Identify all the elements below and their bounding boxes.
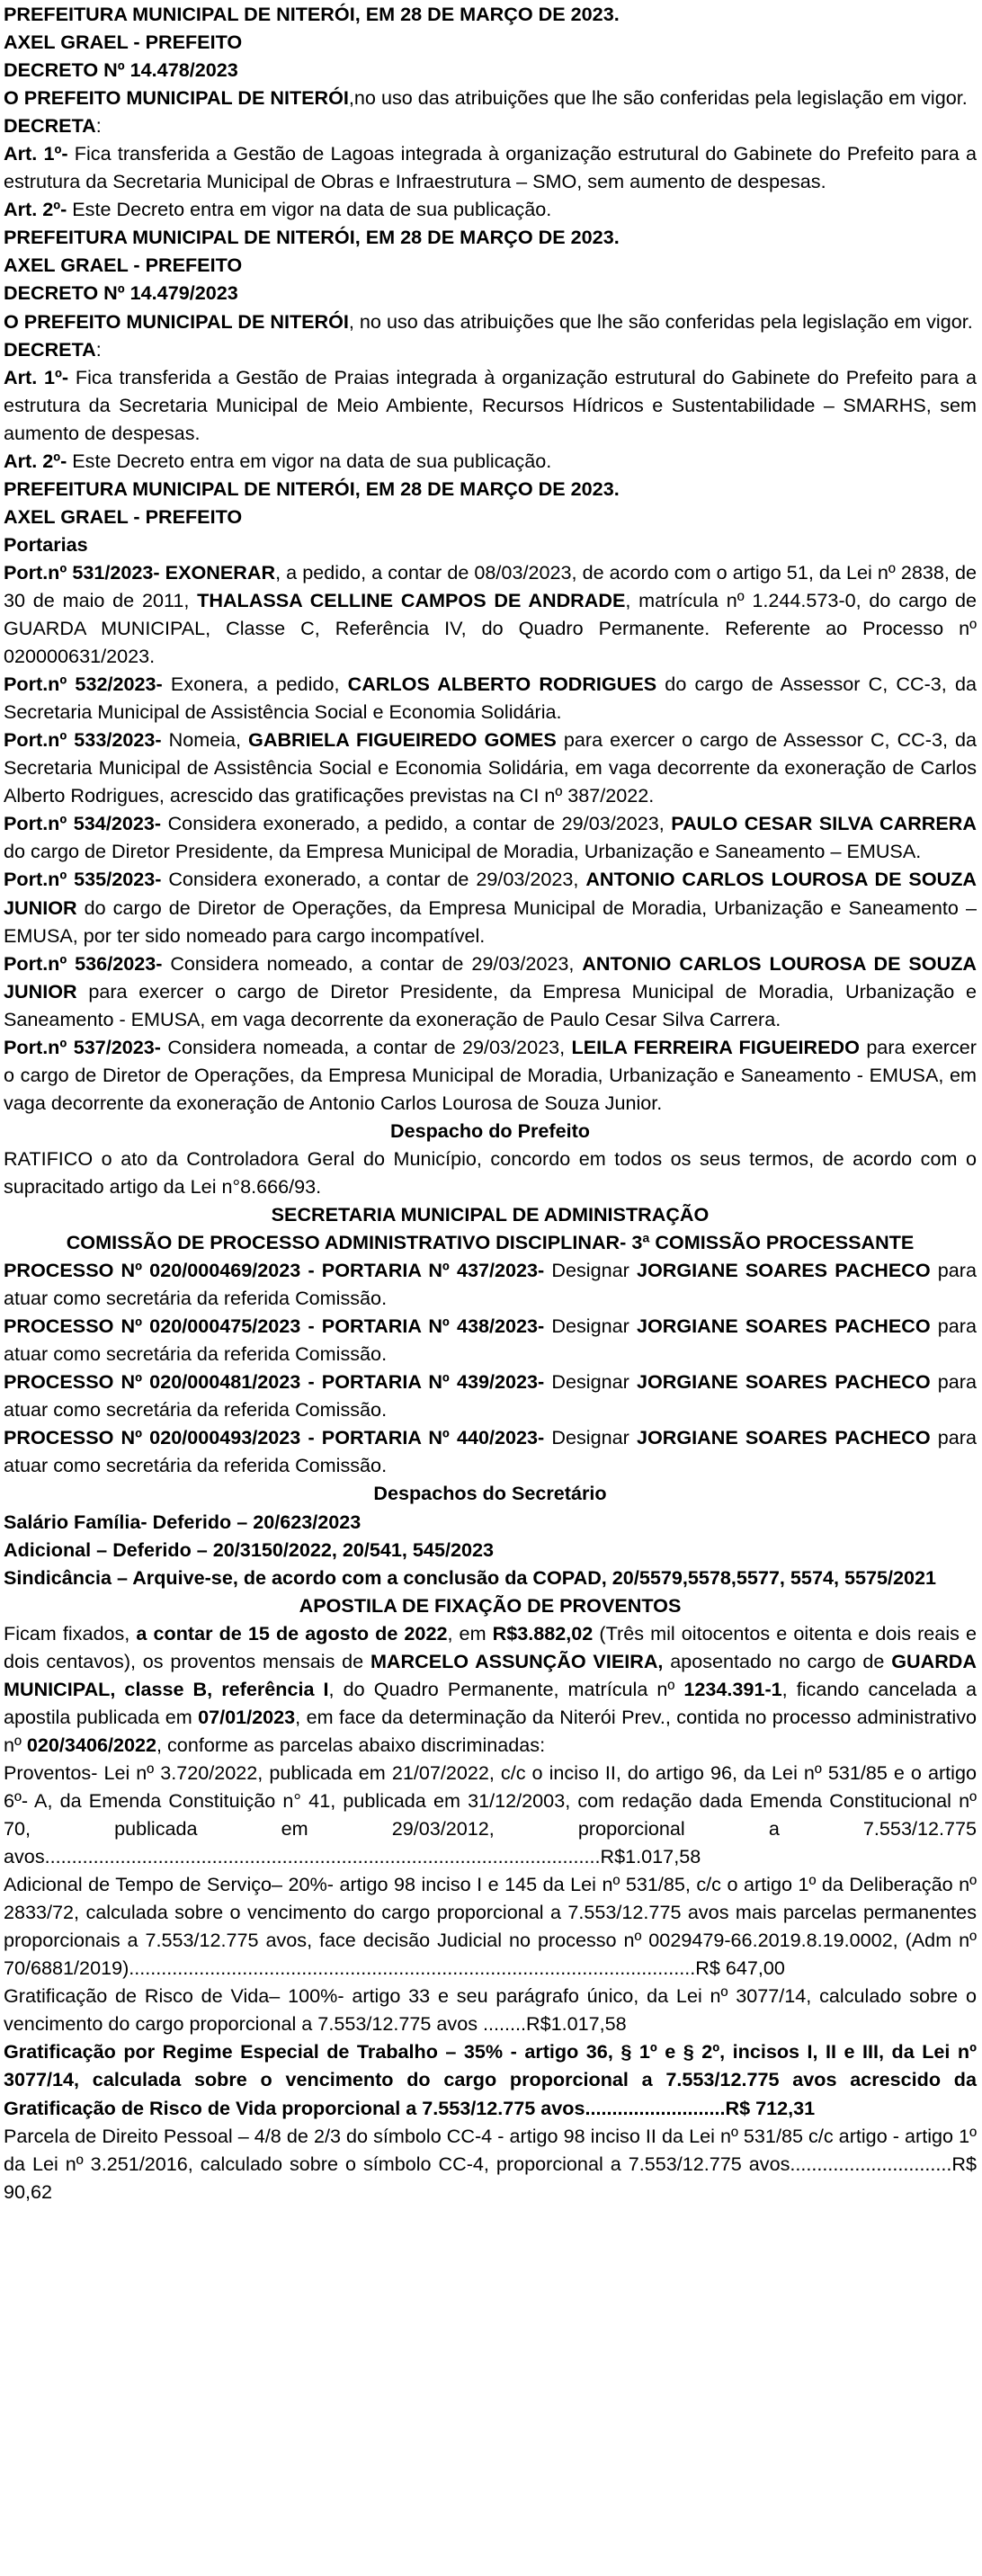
bold-run: JORGIANE SOARES PACHECO xyxy=(636,1426,931,1449)
paragraph-32 xyxy=(4,1479,977,1507)
text-run: , ficando cancelada a apostila publicada em xyxy=(4,1677,977,1728)
bold-run: Port.nº 533/2023- xyxy=(4,728,162,752)
bold-run: AXEL GRAEL - PREFEITO xyxy=(4,254,243,277)
paragraph-40 xyxy=(4,1982,977,2037)
bold-run: ANTONIO CARLOS LOUROSA DE SOUZA JUNIOR xyxy=(4,951,977,1003)
text-run: Designar xyxy=(544,1370,637,1394)
bold-run: PROCESSO Nº 020/000475/2023 - PORTARIA Nº 438/2023- xyxy=(4,1315,545,1338)
bold-run: JORGIANE SOARES PACHECO xyxy=(636,1370,931,1394)
bold-run: THALASSA CELLINE CAMPOS DE ANDRADE xyxy=(197,588,626,611)
text-run: para exercer o cargo de Diretor de Operações, da Empresa Municipal de Moradia, Urbanização e Saneamento - EMUSA, em vaga decorrente da exoneração de Antonio Carlos Lourosa de Souza Junior. xyxy=(4,1035,977,1114)
paragraph-2 xyxy=(4,56,977,84)
paragraph-26 xyxy=(4,1200,977,1228)
bold-run: R$3.882,02 xyxy=(492,1621,594,1645)
bold-run: 020/3406/2022 xyxy=(26,1733,157,1756)
bold-run: Despacho do Prefeito xyxy=(390,1119,590,1142)
bold-run: Art. 1º- xyxy=(4,142,68,165)
text-run: Gratificação de Risco de Vida– 100%- artigo 33 e seu parágrafo único, da Lei nº 3077/14, calculado sobre o vencimento do cargo proporcional a 7.553/12.775 avos ........R$1.017,58 xyxy=(4,1984,977,2036)
text-run: do cargo de Assessor C, CC-3, da Secretaria Municipal de Assistência Social e Economia Solidária. xyxy=(4,673,977,724)
paragraph-6 xyxy=(4,195,977,223)
bold-run: JORGIANE SOARES PACHECO xyxy=(636,1259,931,1282)
paragraph-9 xyxy=(4,279,977,307)
paragraph-37 xyxy=(4,1619,977,1759)
bold-run: PREFEITURA MUNICIPAL DE NITERÓI, EM 28 DE MARÇO DE 2023. xyxy=(4,3,620,25)
paragraph-41 xyxy=(4,2037,977,2121)
paragraph-25 xyxy=(4,1145,977,1200)
paragraph-38 xyxy=(4,1759,977,1870)
text-run: Fica transferida a Gestão de Praias integrada à organização estrutural do Gabinete do Prefeito para a estrutura da Secretaria Municipal de Meio Ambiente, Recursos Hídricos e Sustentabilidade – SMARHS, sem aumento de despesas. xyxy=(4,365,978,444)
paragraph-18 xyxy=(4,670,977,726)
paragraph-8 xyxy=(4,251,977,279)
paragraph-24 xyxy=(4,1117,977,1145)
paragraph-39 xyxy=(4,1870,977,1982)
text-run: Designar xyxy=(544,1426,637,1449)
paragraph-31 xyxy=(4,1423,977,1479)
paragraph-35 xyxy=(4,1564,977,1591)
paragraph-5 xyxy=(4,139,977,195)
paragraph-7 xyxy=(4,223,977,251)
text-run: Fica transferida a Gestão de Lagoas integrada à organização estrutural do Gabinete do Prefeito para a estrutura da Secretaria Municipal de Obras e Infraestrutura – SMO, sem aumento de despesas. xyxy=(4,142,978,193)
bold-run: LEILA FERREIRA FIGUEIREDO xyxy=(571,1035,860,1058)
text-run: , do Quadro Permanente, matrícula nº xyxy=(328,1677,684,1700)
text-run: no uso das atribuições que lhe são conferidas pela legislação em vigor. xyxy=(353,86,968,110)
text-run: do cargo de Diretor de Operações, da Empresa Municipal de Moradia, Urbanização e Saneamento – EMUSA, por ter sido nomeado para cargo incompatível. xyxy=(4,896,977,947)
bold-run: PREFEITURA MUNICIPAL DE NITERÓI, EM 28 DE MARÇO DE 2023. xyxy=(4,226,620,249)
bold-run: Adicional – Deferido – 20/3150/2022, 20/541, 545/2023 xyxy=(4,1538,494,1561)
paragraph-16 xyxy=(4,530,977,558)
text-run: , a pedido, a contar de 08/03/2023, de acordo com o artigo 51, da Lei nº 2838, de 30 de maio de 2011, xyxy=(4,560,977,611)
text-run: , conforme as parcelas abaixo discriminadas: xyxy=(156,1733,546,1756)
bold-run: Despachos do Secretário xyxy=(373,1482,607,1505)
paragraph-17 xyxy=(4,558,977,670)
bold-run: DECRETA xyxy=(4,114,96,138)
paragraph-29 xyxy=(4,1312,977,1368)
paragraph-21 xyxy=(4,865,977,949)
text-run: para atuar como secretária da referida Comissão. xyxy=(4,1315,977,1366)
paragraph-42 xyxy=(4,2122,977,2206)
bold-run: AXEL GRAEL - PREFEITO xyxy=(4,504,243,528)
text-run: para atuar como secretária da referida Comissão. xyxy=(4,1426,977,1477)
bold-run: JORGIANE SOARES PACHECO xyxy=(636,1315,931,1338)
text-run: Designar xyxy=(544,1315,637,1338)
paragraph-28 xyxy=(4,1256,977,1312)
paragraph-27 xyxy=(4,1228,977,1256)
bold-run: CARLOS ALBERTO RODRIGUES xyxy=(347,673,657,696)
bold-run: 07/01/2023 xyxy=(198,1705,296,1728)
bold-run: Portarias xyxy=(4,532,88,556)
paragraph-15 xyxy=(4,503,977,530)
bold-run: Art. 1º- xyxy=(4,365,69,388)
paragraph-4 xyxy=(4,111,977,139)
bold-run: DECRETA xyxy=(4,337,96,361)
bold-run: ANTONIO CARLOS LOUROSA DE SOUZA JUNIOR xyxy=(4,868,977,919)
text-run: Parcela de Direito Pessoal – 4/8 de 2/3 do símbolo CC-4 - artigo 98 inciso II da Lei nº 531/85 c/c artigo - artigo 1º da Lei nº 3.251/2016, calculado sobre o símbolo CC-4, proporcional a 7.553/12.775 avos..............................R$ 90,62 xyxy=(4,2124,977,2203)
text-run: Ficam fixados, xyxy=(4,1621,137,1645)
bold-run: Salário Família- Deferido – 20/623/2023 xyxy=(4,1510,362,1533)
bold-run: O PREFEITO MUNICIPAL DE NITERÓI xyxy=(4,86,349,110)
bold-run: Port.nº 537/2023- xyxy=(4,1035,161,1058)
text-run: para atuar como secretária da referida Comissão. xyxy=(4,1370,977,1422)
bold-run: Art. 2º- xyxy=(4,449,67,472)
bold-run: DECRETO Nº 14.478/2023 xyxy=(4,58,238,82)
bold-run: Gratificação por Regime Especial de Trabalho – 35% - artigo 36, § 1º e § 2º, incisos I, II e III, da Lei nº 3077/14, calculada sobre o vencimento do cargo proporcional a 7.553/12.775 avos acrescido da Gratificação de Risco de Vida proporcional a 7.553/12.775 avos..........................R$ 712,31 xyxy=(4,2040,977,2119)
text-run: Este Decreto entra em vigor na data de sua publicação. xyxy=(67,449,552,472)
bold-run: Port.nº 532/2023- xyxy=(4,673,163,696)
text-run: : xyxy=(95,114,102,138)
bold-run: GUARDA MUNICIPAL, classe B, referência I xyxy=(4,1649,977,1700)
bold-run: AXEL GRAEL - PREFEITO xyxy=(4,31,243,54)
text-run: Considera nomeada, a contar de 29/03/2023, xyxy=(160,1035,572,1058)
bold-run: a contar de 15 de agosto de 2022 xyxy=(136,1621,448,1645)
text-run: Designar xyxy=(544,1259,637,1282)
bold-run: PROCESSO Nº 020/000469/2023 - PORTARIA Nº 437/2023- xyxy=(4,1259,545,1282)
bold-run: Port.nº 536/2023- xyxy=(4,951,163,975)
paragraph-1 xyxy=(4,28,977,56)
bold-run: PREFEITURA MUNICIPAL DE NITERÓI, EM 28 DE MARÇO DE 2023. xyxy=(4,477,620,500)
text-run: Adicional de Tempo de Serviço– 20%- artigo 98 inciso I e 145 da Lei nº 531/85, c/c o artigo 1º da Deliberação nº 2833/72, calculada sobre o vencimento do cargo proporcional a 7.553/12.775 avos mais parcelas permanentes proporcionais a 7.553/12.775 avos, face decisão Judicial no processo nº 0029479-66.2019.8.19.0002, (Adm nº 70/6881/2019).........................................................................................................R$ 647,00 xyxy=(4,1873,977,1980)
bold-run: O PREFEITO MUNICIPAL DE NITERÓI xyxy=(4,309,349,333)
bold-run: MARCELO ASSUNÇÃO VIEIRA, xyxy=(370,1649,664,1672)
bold-run: 1234.391-1 xyxy=(683,1677,782,1700)
text-run: Este Decreto entra em vigor na data de sua publicação. xyxy=(67,198,552,221)
paragraph-12 xyxy=(4,363,977,447)
bold-run: COMISSÃO DE PROCESSO ADMINISTRATIVO DISCIPLINAR- 3ª COMISSÃO PROCESSANTE xyxy=(66,1231,915,1254)
paragraph-11 xyxy=(4,335,977,363)
bold-run: PROCESSO Nº 020/000493/2023 - PORTARIA Nº 440/2023- xyxy=(4,1426,545,1449)
bold-run: PAULO CESAR SILVA CARRERA xyxy=(671,812,977,835)
bold-run: PROCESSO Nº 020/000481/2023 - PORTARIA Nº 439/2023- xyxy=(4,1370,545,1394)
text-run: RATIFICO o ato da Controladora Geral do Município, concordo em todos os seus termos, de acordo com o supracitado artigo da Lei n°8.666/93. xyxy=(4,1146,977,1198)
text-run: do cargo de Diretor Presidente, da Empresa Municipal de Moradia, Urbanização e Saneamento – EMUSA. xyxy=(4,840,922,863)
bold-run: APOSTILA DE FIXAÇÃO DE PROVENTOS xyxy=(299,1593,682,1617)
text-run: Exonera, a pedido, xyxy=(162,673,348,696)
bold-run: Sindicância – Arquive-se, de acordo com a conclusão da COPAD, 20/5579,5578,5577, 5574, 5575/2021 xyxy=(4,1565,937,1589)
paragraph-30 xyxy=(4,1368,977,1423)
text-run: (Três mil oitocentos e oitenta e dois reais e dois centavos), os proventos mensais de xyxy=(4,1621,978,1672)
bold-run: DECRETO Nº 14.479/2023 xyxy=(4,281,238,305)
text-run: Considera exonerado, a contar de 29/03/2023, xyxy=(161,868,586,891)
text-run: Considera nomeado, a contar de 29/03/2023, xyxy=(162,951,583,975)
text-run: para atuar como secretária da referida Comissão. xyxy=(4,1259,977,1310)
paragraph-14 xyxy=(4,475,977,503)
bold-run: GABRIELA FIGUEIREDO GOMES xyxy=(248,728,557,752)
text-run: Proventos- Lei nº 3.720/2022, publicada em 21/07/2022, c/c o inciso II, do artigo 96, da Lei nº 531/85 e o artigo 6º- A, da Emenda Constituição n° 41, publicada em 31/12/2003, com redação dada Emenda Constitucional nº 70, publicada em 29/03/2012, proporcional a 7.553/12.775 avos.......................................................................................................R$1.017,58 xyxy=(4,1760,977,1868)
text-run: para exercer o cargo de Diretor Presidente, da Empresa Municipal de Moradia, Urbanização e Saneamento - EMUSA, em vaga decorrente da exoneração de Paulo Cesar Silva Carrera. xyxy=(4,979,977,1030)
bold-run: Port.nº 534/2023- xyxy=(4,812,162,835)
bold-run: Port.nº 531/2023- EXONERAR xyxy=(4,560,276,584)
text-run: : xyxy=(95,337,102,361)
text-run: , xyxy=(348,86,354,110)
bold-run: Port.nº 535/2023- xyxy=(4,868,162,891)
text-run: aposentado no cargo de xyxy=(663,1649,892,1672)
text-run: , no uso das atribuições que lhe são conferidas pela legislação em vigor. xyxy=(348,309,973,333)
paragraph-19 xyxy=(4,726,977,809)
text-run: Considera exonerado, a pedido, a contar de 29/03/2023, xyxy=(161,812,672,835)
paragraph-22 xyxy=(4,949,977,1033)
paragraph-33 xyxy=(4,1508,977,1536)
paragraph-23 xyxy=(4,1033,977,1117)
paragraph-20 xyxy=(4,809,977,865)
text-run: para exercer o cargo de Assessor C, CC-3, da Secretaria Municipal de Assistência Social e Economia Solidária, em vaga decorrente da exoneração de Carlos Alberto Rodrigues, acrescido das gratificações previstas na CI nº 387/2022. xyxy=(4,728,978,807)
paragraph-34 xyxy=(4,1536,977,1564)
paragraph-0 xyxy=(4,0,977,28)
paragraph-3 xyxy=(4,84,977,111)
paragraph-36 xyxy=(4,1591,977,1619)
bold-run: SECRETARIA MUNICIPAL DE ADMINISTRAÇÃO xyxy=(271,1203,710,1226)
text-run: Nomeia, xyxy=(161,728,249,752)
bold-run: Art. 2º- xyxy=(4,198,67,221)
paragraph-13 xyxy=(4,447,977,475)
text-run: , em face da determinação da Niterói Prev., contida no processo administrativo nº xyxy=(4,1705,977,1756)
paragraph-10 xyxy=(4,308,977,335)
text-run: , em xyxy=(447,1621,493,1645)
text-run: , matrícula nº 1.244.573-0, do cargo de GUARDA MUNICIPAL, Classe C, Referência IV, do Quadro Permanente. Referente ao Processo nº 020000631/2023. xyxy=(4,588,978,668)
